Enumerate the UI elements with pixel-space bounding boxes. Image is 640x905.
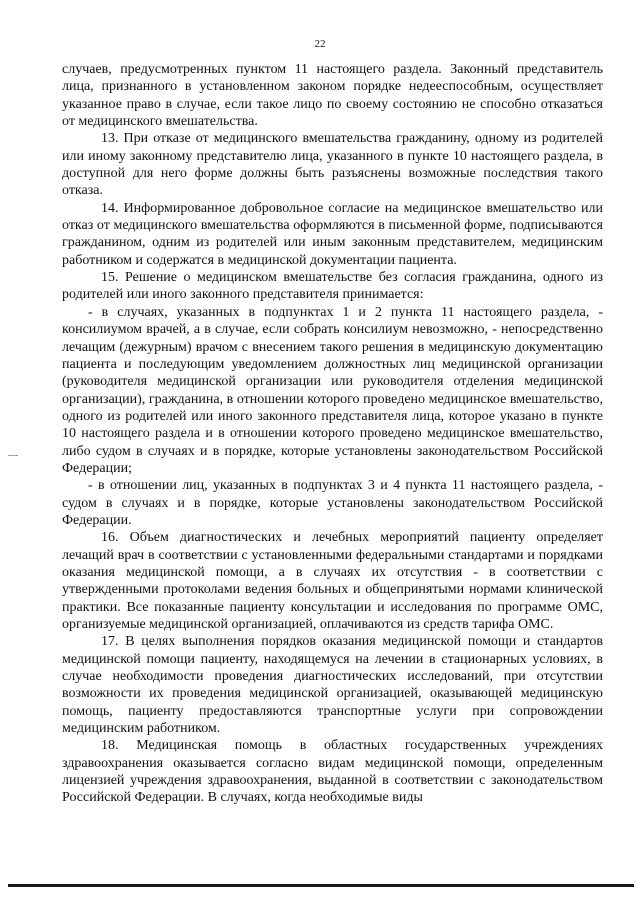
paragraph-14: 14. Информированное добровольное согласие на медицинское вмешательство или отказ от медицинского вмешательства оформляются в письменной форме, подписываются гражданином, одним из родителей или иным законным представителем, медицинским работником и содержатся в медицинской документации пациента. [62,200,603,268]
paragraph-15-item-2: - в отношении лиц, указанных в подпунктах 3 и 4 пункта 11 настоящего раздела, - судом в случаях и в порядке, которые установлены законодательством Российской Федерации. [62,478,603,528]
document-body [62,61,603,807]
bottom-scan-edge [8,884,634,887]
paragraph-15-item-1: - в случаях, указанных в подпунктах 1 и 2 пункта 11 настоящего раздела, - консилиумом врачей, а в случае, если собрать консилиум невозможно, - непосредственно лечащим (дежурным) врачом с внесением такого решения в медицинскую документацию пациента и последующим уведомлением должностных лиц медицинской организации (руководителя медицинской организации или руководителя отделения медицинской организации), гражданина, в отношении которого проведено медицинское вмешательство, одного из родителей или иного законного представителя лица, которое указано в пункте 10 настоящего раздела и в отношении которого проведено медицинское вмешательство, либо судом в случаях и в порядке, которые установлены законодательством Российской Федерации; [62,304,603,476]
paragraph-18: 18. Медицинская помощь в областных государственных учреждениях здравоохранения оказывается согласно видам медицинской помощи, определенным лицензией учреждения здравоохранения, выданной в соответствии с законодательством Российской Федерации. В случаях, когда необходимые виды [62,738,603,806]
paragraph-16: 16. Объем диагностических и лечебных мероприятий пациенту определяет лечащий врач в соответствии с установленными федеральными стандартами и порядками оказания медицинской помощи, а в случаях их отсутствия - в соответствии с утвержденными протоколами ведения больных и общепринятыми нормами клинической практики. Все показанные пациенту консультации и исследования по программе ОМС, организуемые медицинской организацией, оплачиваются из средств тарифа ОМС. [62,530,603,632]
margin-scan-mark [8,455,18,457]
paragraph-15: 15. Решение о медицинском вмешательстве без согласия гражданина, одного из родителей или иного законного представителя принимается: [62,270,603,303]
page-number: 22 [314,38,326,50]
paragraph-13: 13. При отказе от медицинского вмешательства гражданину, одному из родителей или иному законному представителю лица, указанного в пункте 10 настоящего раздела, в доступной для него форме должны быть разъяснены возможные последствия такого отказа. [62,131,603,199]
paragraph-17: 17. В целях выполнения порядков оказания медицинской помощи и стандартов медицинской помощи пациенту, находящемуся на лечении в стационарных условиях, в случае необходимости проведения диагностических исследований, при отсутствии возможности их проведения медицинской организацией, оказывающей медицинскую помощь, пациенту предоставляются транспортные услуги при сопровождении медицинским работником. [62,634,603,737]
paragraph-continuation: случаев, предусмотренных пунктом 11 настоящего раздела. Законный представитель лица, признанного в установленном законом порядке недееспособным, осуществляет указанное право в случае, если такое лицо по своему состоянию не способно отказаться от медицинского вмешательства. [62,62,603,130]
